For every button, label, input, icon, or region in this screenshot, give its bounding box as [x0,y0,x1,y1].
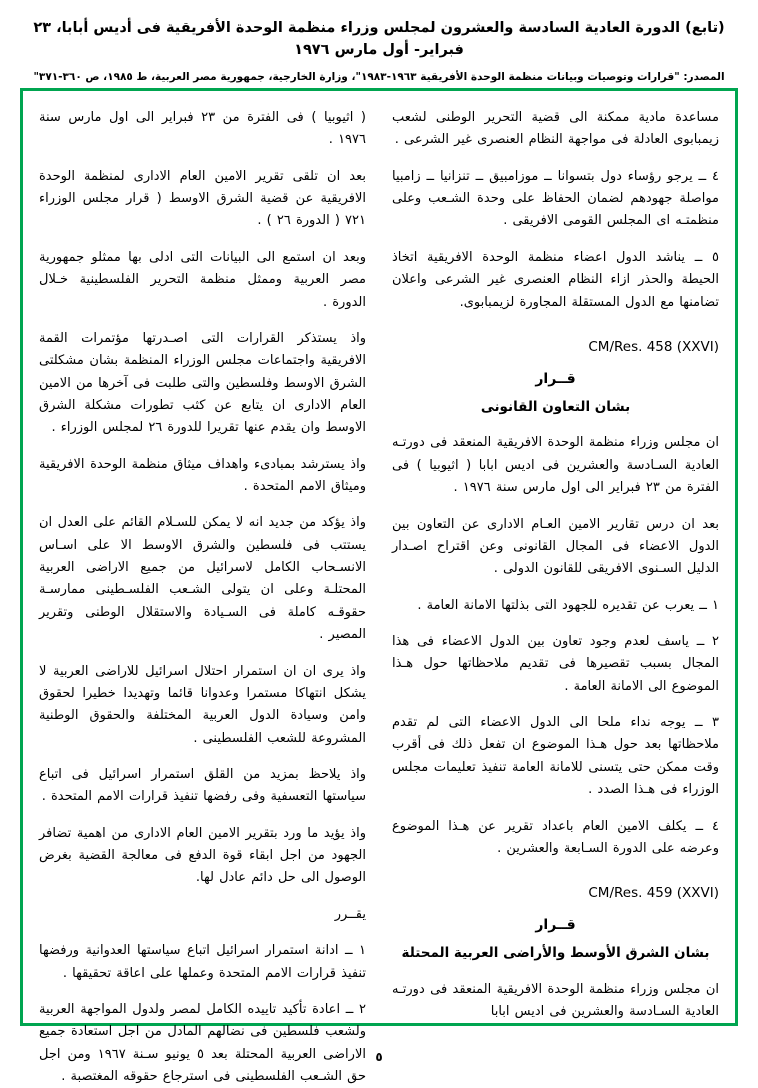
page-number: ٥ [375,1050,383,1064]
paragraph: وبعد ان استمع الى البيانات التى ادلى بها ممثلو جمهورية مصر العربية وممثل منظمة التحرير الفلسطينية خـلال الدورة . [39,249,366,310]
resolution-id-text: CM/Res. 458 (XXVI) [588,338,719,355]
resolution-subheading: بشان الشرق الأوسط والأراضى العربية المحتلة [401,945,710,962]
column-left [392,105,719,1020]
two-column-layout [23,91,735,1084]
paragraph: ٥ ــ يناشد الدول اعضاء منظمة الوحدة الافريقية اتخاذ الحيطة والحذر ازاء النظام العنصرى غير الشرعى واعلان تضامنها مع الدول المستقلة المجاورة لزيمبابوى. [392,249,719,310]
resolution-id-text: CM/Res. 459 (XXVI) [588,885,719,902]
paragraph: ٤ ــ يكلف الامين العام باعداد تقرير عن هـذا الموضوع وعرضه على الدورة السـابعة والعشرين . [392,818,719,856]
paragraph: ٣ ــ يوجه نداء ملحا الى الدول الاعضاء التى لم تقدم ملاحظاتها بعد حول هـذا الموضوع ان تفعل ذلك فى أقرب وقت ممكن حتى يتسنى للامانة العامة تنفيذ تعليمات مجلس الوزراء فى هـذا الصدد . [392,715,719,798]
resolution-id [392,336,719,355]
paragraph: ان مجلس وزراء منظمة الوحدة الافريقية المنعقد فى دورتـه العادية السـادسة والعشرين فى اديس ابابا [392,981,719,1020]
paragraph: ٢ ــ ياسف لعدم وجود تعاون بين الدول الاعضاء فى هذا المجال بسبب تقصيرها فى تقديم ملاحظاتها حول هـذا الموضوع الى الامانة العامة . [392,633,719,694]
paragraph: بعد ان تلقى تقرير الامين العام الادارى لمنظمة الوحدة الافريقية عن قضية الشرق الاوسط ( قرار مجلس الوزراء ٧٢١ ( الدورة ٢٦ ) . [39,168,366,229]
paragraph: واذ يلاحظ بمزيد من القلق استمرار اسرائيل فى اتباع سياستها التعسفية وفى رفضها تنفيذ قرارات الامم المتحدة . [39,766,366,805]
resolution-heading: قــرار [535,917,576,934]
paragraph: مساعدة مادية ممكنة الى قضية التحرير الوطنى لشعب زيمبابوى العادلة فى مواجهة النظام العنصرى غير الشرعى . [392,110,719,148]
paragraph: واذ يستذكر القرارات التى اصـدرتها مؤتمرات القمة الافريقية واجتماعات مجلس الوزراء المنظمة بشان مشكلتى الشرق الاوسط وفلسطين والتى طلبت فى آخرها من الامين العام الادارى ان يتابع عن كثب تطورات مشكلة الشرق الاوسط وان يقدم عنها تقريرا للدورة ٢٦ لمجلس الوزراء . [39,330,366,436]
paragraph: ان مجلس وزراء منظمة الوحدة الافريقية المنعقد فى دورتـه العادية السـادسة والعشرين فى اديس ابابا ( اثيوبيا ) فى الفترة من ٢٣ فبراير الى اول مارس سنة ١٩٧٦ . [392,435,719,496]
paragraph: واذ يؤيد ما ورد بتقرير الامين العام الادارى من اهمية تضافر الجهود من اجل ابقاء قوة الدفع فى معالجة القضية بغرض الوصول الى حل دائم عادل لها. [39,825,366,886]
paragraph: ٢ ــ اعادة تأكيد تاييده الكامل لمصر ولدول المواجهة العربية ولشعب فلسطين فى نضالهم المادل من اجل استعادة جميع الاراضى العربية المحتلة بعد ٥ يونيو سـنة ١٩٦٧ ومن اجل حق الشـعب الفلسطينى فى استرجاع حقوقه المغتصبة . [39,1001,366,1084]
paragraph: ١ ــ ادانة استمرار اسرائيل اتباع سياستها العدوانية ورفضها تنفيذ قرارات الامم المتحدة وعملها على اعاقة تحقيقها . [39,943,366,981]
paragraph: ( اثيوبيا ) فى الفترة من ٢٣ فبراير الى اول مارس سنة ١٩٧٦ . [39,110,366,148]
header-title: (تابع) الدورة العادية السادسة والعشرون لمجلس وزراء منظمة الوحدة الأفريقية فى أديس أبابا، ٢٣ فبراير- أول مارس ١٩٧٦ [33,20,725,58]
paragraph: ١ ــ يعرب عن تقديره للجهود التى بذلتها الامانة العامة . [417,597,719,613]
yuqarrir-label: يقــرر [334,906,366,922]
header-source: المصدر: "قرارات وتوصيات وبيانات منظمة الوحدة الأفريقية ١٩٦٣-١٩٨٣"، وزارة الخارجية، جمهورية مصر العربية، ط ١٩٨٥، ص ٣٦٠-٣٧١" [33,70,725,83]
paragraph: بعد ان درس تقارير الامين العـام الادارى عن التعاون بين الدول الاعضاء فى المجال القانونى وعن اقتراح اصـدار الدليل السـنوى الافريقى للقانون الدولى . [392,516,719,577]
paragraph: واذ يرى ان ان استمرار احتلال اسرائيل للاراضى العربية لا يشكل انتهاكا مستمرا وعدوانا قائما وتهديدا خطيرا لحقوق وامن وسيادة الدول العربية المختلفة والحقوق الوطنية المشروعة للشعب الفلسطينى . [39,663,366,746]
resolution-subheading: بشان التعاون القانونى [480,398,631,415]
paragraph: واذ يسترشد بمبادىء واهداف ميثاق منظمة الوحدة الافريقية وميثاق الامم المتحدة . [39,456,366,495]
content-frame [20,88,738,1084]
resolution-heading: قــرار [535,370,576,387]
resolution-id [392,882,719,901]
page-header [0,0,758,85]
paragraph: واذ يؤكد من جديد انه لا يمكن للسـلام القائم على العدل ان يستتب فى فلسطين والشرق الاوسط الا على اسـاس الانسـحاب الكامل لاسرائيل من جميع الاراضى العربية المحتلـة وعلى ان يتولى الشـعب الفلسـطينى ممارسـة حقوقـه كاملة فى السـيادة والاستقلال الوطنى وتقرير المصير . [39,515,366,643]
paragraph: ٤ ــ يرجو رؤساء دول بتسوانا ــ موزامبيق ــ تنزانيا ــ زامبيا مواصلة جهودهم لضمان الحفاظ على وحدة الشـعب وعلى منظمتـه اى المجلس القومى الافريقى . [392,168,719,229]
column-right [39,105,366,1084]
